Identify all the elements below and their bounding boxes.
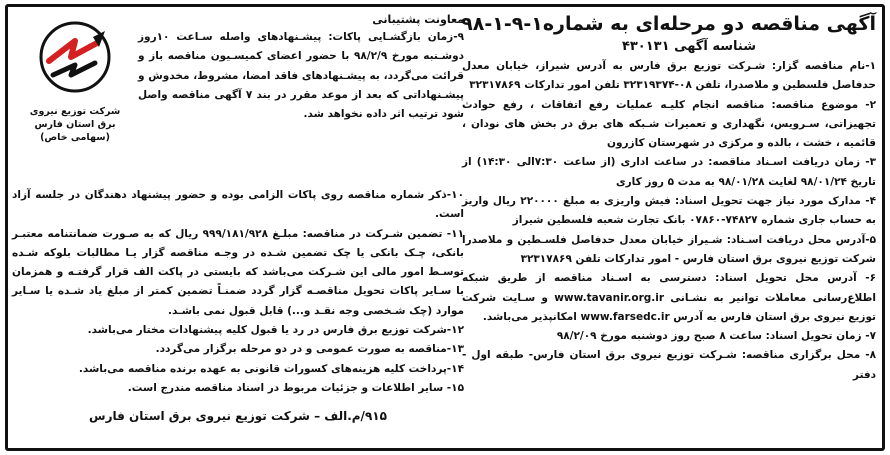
item-2: ۲- موضوع مناقصه: مناقصه انجام کلیـه عملیات رفع اتفاقات ، رفع حوادث تجهیزاتی، سـرویس، نگهداری و تعمیرات شـبکه های برق در بخش های نودان ، قائمیه ، خشت ، بالده و مرکزی در شهرستان کازرون [462,98,876,150]
item-11: ۱۱- تضمین شـرکت در مناقصه: مبلـغ ۹۹۹/۱۸۱/۹۲۸ ریال که به صـورت ضمانتنامه معتبـر بانکی، چـک بانکی یا چک تضمین شـده در وجـه مناقصه گزار یـا مطالبات بلوکه شـده توسـط امور مالی این شـرکت می‌باشد که بایستی در پاکت الف قرار گرفتـه و همزمان با سـایر پاکات تحویل مناقصـه گزار گردد ضمنـاً تضمین کمتر از مبلغ یاد شـده یا سـایر موارد (چک شـخصی وجه نقـد و...) قابل قبول نمی باشـد. [12,227,464,317]
notice-ad-id: شناسه آگهی ۴۳۰۱۳۱ [621,39,756,54]
item-7: ۷- زمان تحویل اسناد: ساعت ۸ صبح روز دوشنبه مورخ ۹۸/۲/۰۹ [556,330,876,343]
item-9: ۹-زمان بازگشـایی پاکات: پیشـنهادهای واصله سـاعت ۱۰روز دوشـنبه مورخ ۹۸/۲/۹ با حضور اعضای کمیسـیون مناقصه باز و قرائت می‌گردد، به پیشـنهادهای فاقد امضا، مشروط، مخدوش و پیشـنهاداتی که بعد از موعد مقرر در بند ۷ آگهی مناقصه واصل شود ترتیب اثر داده نخواهد شد. [138,31,465,121]
logo-caption-line-2: برق استان فارس [34,119,116,130]
left-column [12,11,464,447]
item-12: ۱۲-شرکت توزیع برق فارس در رد یا قبول کلیه پیشنهادات مختار می‌باشد. [87,324,464,337]
item-13: ۱۳-مناقصه به صورت عمومی و در دو مرحله برگزار می‌گردد. [155,343,464,356]
item-15: ۱۵- سایر اطلاعات و جزئیات مربوط در اسناد مناقصه مندرج است. [127,381,464,394]
item-3: ۳- زمان دریافت اسـناد مناقصه: در ساعت اداری (از ساعت ۷:۳۰الی ۱۴:۳۰) از تاریخ ۹۸/۰۱/۲۴ لغایت ۹۸/۰۱/۲۸ به مدت ۵ روز کاری [462,156,876,188]
logo-caption-line-3: (سهامی خاص) [40,132,110,143]
item-4: ۴- مدارک مورد نیاز جهت تحویل اسناد: فیش واریزی به مبلغ ۲۲۰۰۰۰ ریال واریز به حساب جاری شماره ۷۴۸۲۷-۰۷۸۶۰ بانک تجارت شعبه فلسطین شیراز [462,195,877,227]
item-6: ۶- آدرس محل تحویل اسناد: دسترسی به اسـناد مناقصه از طریق شبکه اطلاع‌رسانی معاملات توانیر به نشـانی www.tavanir.org.ir و سـایت شرکت توزیع نیروی برق استان فارس به آدرس www.farsedc.ir امکانپذیر می‌باشد. [462,272,876,323]
item-1: ۱-نام مناقصه گزار: شـرکت توزیع برق فارس به آدرس شیراز، خیابان معدل حدفاصل فلسطین و ملاصدرا، تلفن ۰۸-۳۲۳۱۹۳۷۴ تلفن امور تدارکات ۳۲۳۱۷۸۶۹ [462,60,876,92]
notice-frame [5,4,885,451]
notice-signature: ۹۱۵/م.الف – شرکت توزیع نیروی برق استان فارس [89,409,387,424]
item-10: ۱۰-ذکر شماره مناقصه روی پاکات الزامی بوده و حضور پیشنهاد دهندگان در جلسه آزاد است. [12,189,464,221]
item-14: ۱۴-پرداخت کلیه هزینه‌های کسورات قانونی به عهده برنده مناقصه می‌باشد. [78,362,464,375]
department-heading: معاونت پشتیبانی [372,13,464,26]
logo-caption-line-1: شرکت توزیع نیروی [29,106,121,117]
item-5: ۵-آدرس محل دریافت اسـناد: شـیراز خیابان معدل حدفاصل فلسـطین و ملاصدرا شرکت توزیع نیروی برق استان فارس - امور تدارکات تلفن ۳۲۳۱۷۸۶۹ [462,233,876,265]
company-logo [12,11,138,186]
logo-icon [35,17,115,97]
left-upper-text [138,11,464,124]
item-8: ۸- محل برگزاری مناقصه: شـرکت توزیع نیروی برق استان فارس- طبقه اول - دفتر [462,349,876,381]
right-column [462,11,876,447]
notice-title: آگهی مناقصه دو مرحله‌ای به شماره۱-۹-۱-۹۸ [461,13,876,35]
left-lower-text [12,186,464,426]
